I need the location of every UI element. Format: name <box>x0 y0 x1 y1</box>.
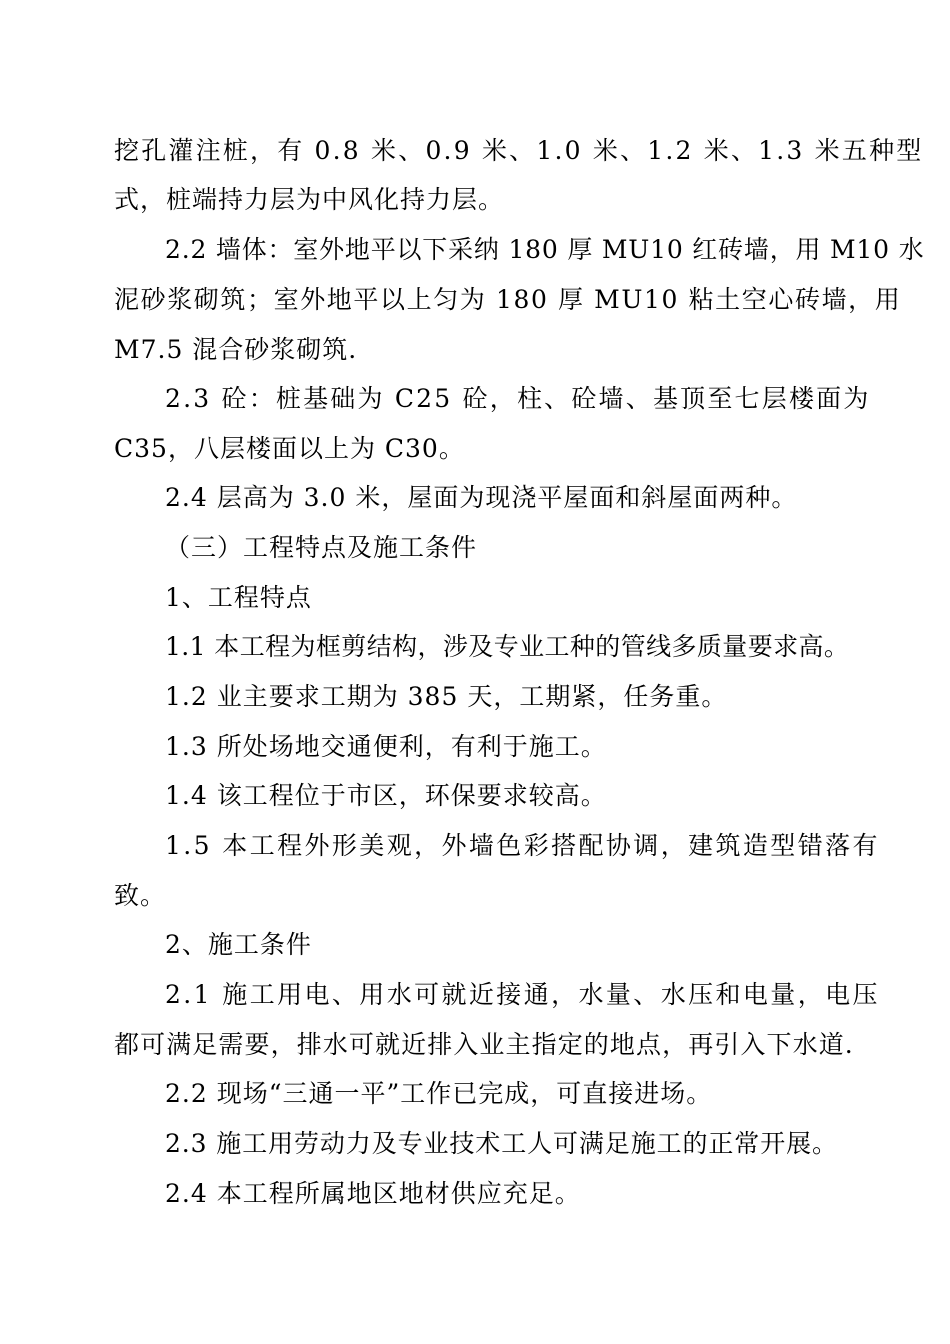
text-line: 1.4 该工程位于市区，环保要求较高。 <box>165 781 607 810</box>
subsection-heading: 2、施工条件 <box>165 930 312 959</box>
text-line: M7.5 混合砂浆砌筑. <box>114 335 358 364</box>
text-line: 式，桩端持力层为中风化持力层。 <box>114 185 505 214</box>
text-line: 2.4 本工程所属地区地材供应充足。 <box>165 1179 581 1208</box>
text-line: 都可满足需要，排水可就近排入业主指定的地点，再引入下水道. <box>114 1030 854 1059</box>
text-line: 2.4 层高为 3.0 米，屋面为现浇平屋面和斜屋面两种。 <box>165 483 798 512</box>
text-line: 1.3 所处场地交通便利，有利于施工。 <box>165 732 607 761</box>
section-heading: （三）工程特点及施工条件 <box>165 533 478 562</box>
text-line: 1.1 本工程为框剪结构，涉及专业工种的管线多质量要求高。 <box>165 632 850 661</box>
text-line: 2.3 施工用劳动力及专业技术工人可满足施工的正常开展。 <box>165 1129 838 1158</box>
text-line: 致。 <box>114 881 167 910</box>
text-line: 2.2 现场“三通一平”工作已完成，可直接进场。 <box>165 1079 713 1108</box>
text-line: 挖孔灌注桩，有 0.8 米、0.9 米、1.0 米、1.2 米、1.3 米五种型 <box>114 136 924 165</box>
text-line: 2.3 砼：桩基础为 C25 砼，柱、砼墙、基顶至七层楼面为 <box>165 384 871 413</box>
text-line: 1.5 本工程外形美观，外墙色彩搭配协调，建筑造型错落有 <box>165 831 880 860</box>
text-line: 2.1 施工用电、用水可就近接通，水量、水压和电量，电压 <box>165 980 880 1009</box>
text-line: 2.2 墙体：室外地平以下采纳 180 厚 MU10 红砖墙，用 M10 水 <box>165 235 925 264</box>
text-line: 泥砂浆砌筑；室外地平以上匀为 180 厚 MU10 粘土空心砖墙，用 <box>114 285 902 314</box>
subsection-heading: 1、工程特点 <box>165 583 312 612</box>
text-line: 1.2 业主要求工期为 385 天，工期紧，任务重。 <box>165 682 728 711</box>
text-line: C35，八层楼面以上为 C30。 <box>114 434 465 463</box>
